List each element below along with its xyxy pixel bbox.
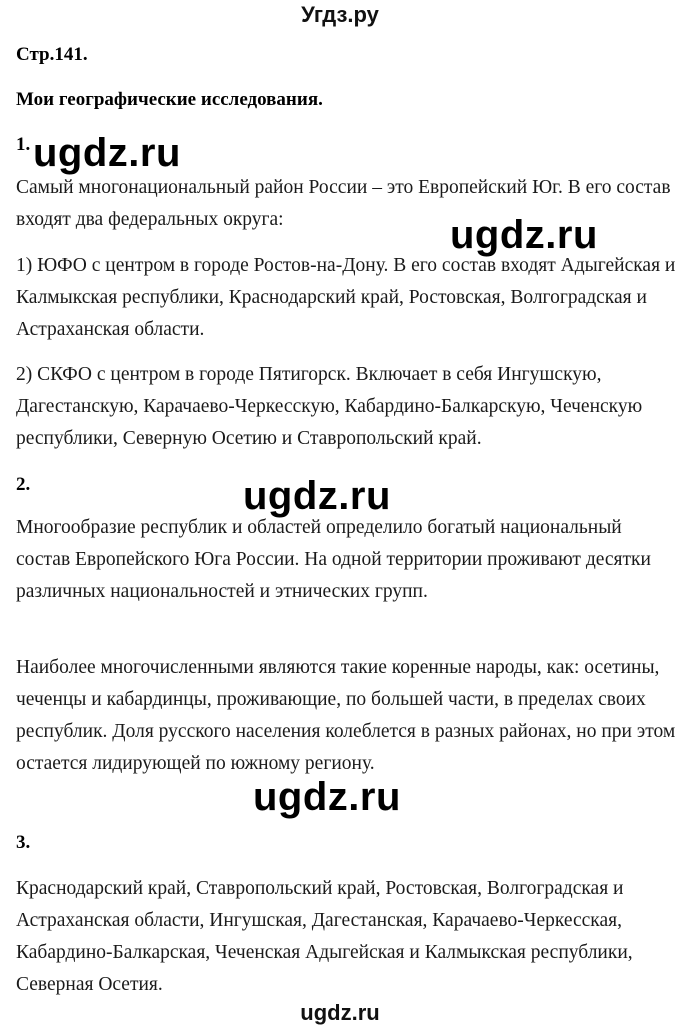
- section-title: Мои географические исследования.: [16, 89, 323, 110]
- task-1-paragraph-2: 1) ЮФО с центром в городе Ростов-на-Дону. В его состав входят Адыгейская и Калмыкская республики, Краснодарский край, Ростовская, Волгоградская и Астраханская области.: [16, 255, 676, 340]
- site-header: Угдз.ру: [301, 2, 379, 27]
- task-1-paragraph-3: 2) СКФО с центром в городе Пятигорск. Включает в себя Ингушскую, Дагестанскую, Карачаево-Черкесскую, Кабардино-Балкарскую, Чеченскую республики, Северную Осетию и Ставропольский край.: [16, 364, 643, 449]
- task-2-paragraph-1: Многообразие республик и областей определило богатый национальный состав Европейского Юга России. На одной территории проживают десятки различных национальностей и этнических групп.: [16, 517, 651, 602]
- site-footer: ugdz.ru: [300, 1000, 380, 1025]
- task-3-paragraph-1: Краснодарский край, Ставропольский край, Ростовская, Волгоградская и Астраханская области, Ингушская, Дагестанская, Карачаево-Черкесская, Кабардино-Балкарская, Чеченская Адыгейская и Калмыкская республики, Северная Осетия.: [16, 878, 633, 995]
- task-3-number: 3.: [16, 832, 31, 853]
- watermark: ugdz.ru: [450, 213, 598, 257]
- task-1-paragraph-1: Самый многонациональный район России – это Европейский Юг. В его состав входят два федеральных округа:: [16, 177, 671, 230]
- page-reference: Стр.141.: [16, 44, 88, 65]
- watermark: ugdz.ru: [253, 775, 401, 819]
- task-1-number: 1.: [16, 134, 31, 155]
- task-2-paragraph-2: Наиболее многочисленными являются такие коренные народы, как: осетины, чеченцы и кабардинцы, проживающие, по большей части, в пределах своих республик. Доля русского населения колеблется в разных районах, но при этом остается лидирующей по южному региону.: [16, 657, 676, 774]
- watermark: ugdz.ru: [33, 131, 181, 175]
- watermark: ugdz.ru: [243, 474, 391, 518]
- task-2-number: 2.: [16, 474, 31, 495]
